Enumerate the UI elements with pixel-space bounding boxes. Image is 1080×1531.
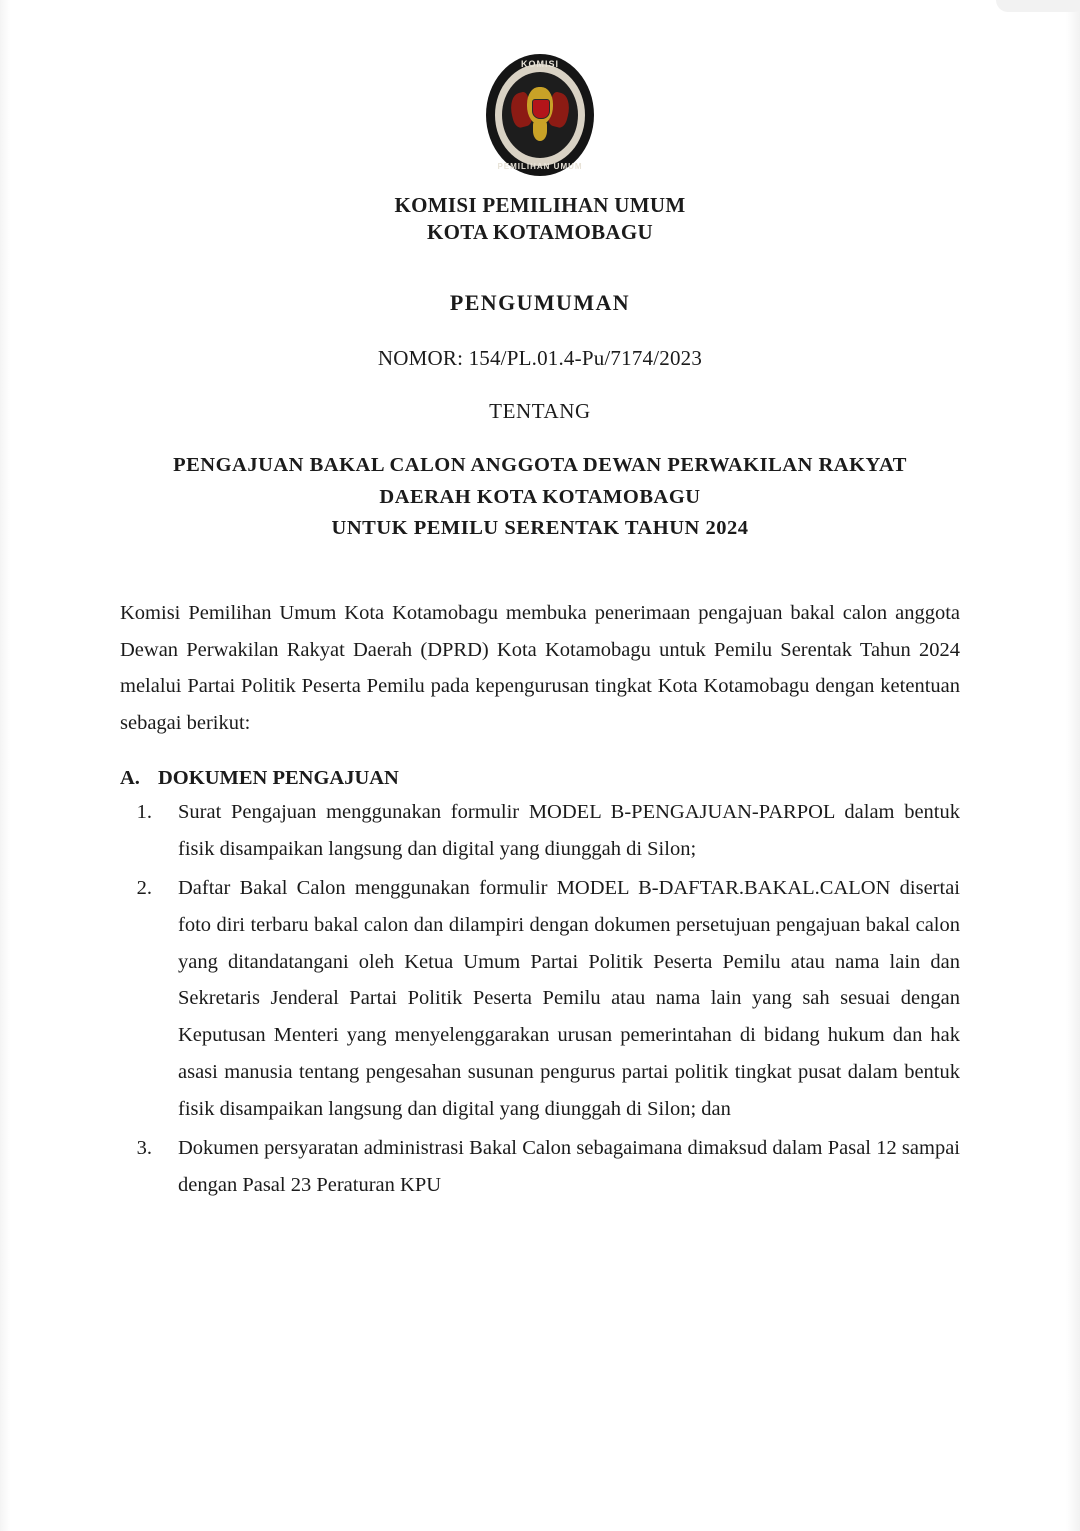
list-item-text: Daftar Bakal Calon menggunakan formulir MODEL B-DAFTAR.BAKAL.CALON disertai foto diri terbaru bakal calon dan dilampiri dengan dokumen persetujuan pengajuan bakal calon yang ditandatangani oleh Ketua Umum Partai Politik Peserta Pemilu atau nama lain dan Sekretaris Jenderal Partai Politik Peserta Pemilu atau nama lain yang sah sesuai dengan Keputusan Menteri yang menyelenggarakan urusan pemerintahan di bidang hukum dan hak asasi manusia tentang pengesahan susunan pengurus partai politik tingkat pusat dalam bentuk fisik disampaikan langsung dan digital yang diunggah di Silon; dan [178,876,960,1121]
list-item [120,794,960,868]
institution-line-1: KOMISI PEMILIHAN UMUM [394,193,686,217]
list-item [120,1130,960,1204]
section-title: DOKUMEN PENGAJUAN [158,766,399,789]
logo-bottom-text: PEMILIHAN UMUM [497,162,583,171]
section-heading-a [120,767,960,790]
document-subject [120,450,960,545]
about-label: TENTANG [489,398,591,423]
garuda-shield [532,99,550,119]
list-item [120,870,960,1128]
subject-line-3: UNTUK PEMILU SERENTAK TAHUN 2024 [331,517,749,540]
institution-line-2: KOTA KOTAMOBAGU [427,219,653,244]
section-a-item-list [120,794,960,1204]
logo-container [120,54,960,176]
document-number: NOMOR: 154/PL.01.4-Pu/7174/2023 [377,345,703,370]
kpu-logo-icon [486,54,594,176]
garuda-crest-icon [513,81,567,147]
subject-line-2: DAERAH KOTA KOTAMOBAGU [379,485,701,508]
list-item-text: Dokumen persyaratan administrasi Bakal Calon sebagaimana dimaksud dalam Pasal 12 sampai dengan Pasal 23 Peraturan KPU [178,1137,960,1196]
garuda-tail [533,121,547,141]
subject-line-1: PENGAJUAN BAKAL CALON ANGGOTA DEWAN PERWAKILAN RAKYAT [173,453,907,476]
list-item-text: Surat Pengajuan menggunakan formulir MODEL B-PENGAJUAN-PARPOL dalam bentuk fisik disampaikan langsung dan digital yang diunggah di Silon; [178,800,960,860]
opening-paragraph: Komisi Pemilihan Umum Kota Kotamobagu membuka penerimaan pengajuan bakal calon anggota Dewan Perwakilan Rakyat Daerah (DPRD) Kota Kotamobagu untuk Pemilu Serentak Tahun 2024 melalui Partai Politik Peserta Pemilu pada kepengurusan tingkat Kota Kotamobagu dengan ketentuan sebagai berikut: [120,602,960,734]
list-item-number: 3. [136,1137,152,1159]
list-item-number: 2. [136,876,152,899]
institution-heading [120,192,960,246]
logo-top-text: KOMISI [520,59,559,69]
section-letter: A. [120,766,140,789]
list-item-number: 1. [136,800,152,823]
document-type-title: PENGUMUMAN [449,289,631,315]
